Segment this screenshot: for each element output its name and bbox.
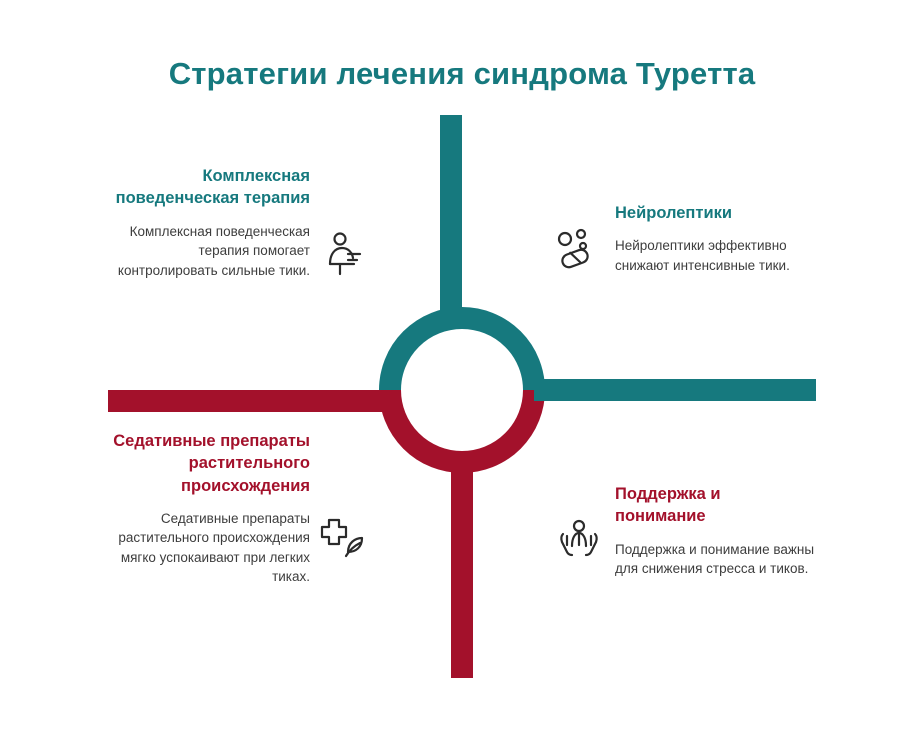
hands-heart-person-icon: [554, 516, 612, 574]
quadrant-behavioral-therapy: [110, 165, 310, 280]
quadrant-support-understanding: [615, 483, 815, 579]
quadrant-heading-neuroleptics: Нейролептики: [615, 204, 733, 222]
quadrant-body-behavioral-therapy: Комплексная поведенческая терапия помогает контролировать сильные тики.: [117, 223, 310, 278]
page-title: Стратегии лечения синдрома Туретта: [168, 56, 756, 91]
quadrant-neuroleptics: [615, 202, 815, 275]
quadrant-body-support-understanding: Поддержка и понимание важны для снижения стресса и тиков.: [615, 541, 815, 577]
quadrant-heading-herbal-sedatives: Седативные препараты растительного происхождения: [113, 432, 310, 495]
pills-icon: [552, 225, 610, 283]
quadrant-body-herbal-sedatives: Седативные препараты растительного происхождения мягко успокаивают при легких тиках.: [118, 510, 310, 585]
person-therapy-icon: [318, 228, 376, 286]
quadrant-body-neuroleptics: Нейролептики эффективно снижают интенсивные тики.: [615, 238, 790, 273]
quadrant-heading-behavioral-therapy: Комплексная поведенческая терапия: [115, 167, 310, 208]
quadrant-heading-support-understanding: Поддержка и понимание: [615, 485, 721, 526]
ring-arc-bottom-left: [390, 390, 462, 462]
quadrant-herbal-sedatives: [110, 430, 310, 587]
ring-arc-top-left: [390, 318, 462, 390]
ring-arc-bottom-right: [462, 390, 534, 462]
ring-arc-top-right: [462, 318, 534, 390]
medical-cross-leaf-icon: [316, 512, 374, 570]
